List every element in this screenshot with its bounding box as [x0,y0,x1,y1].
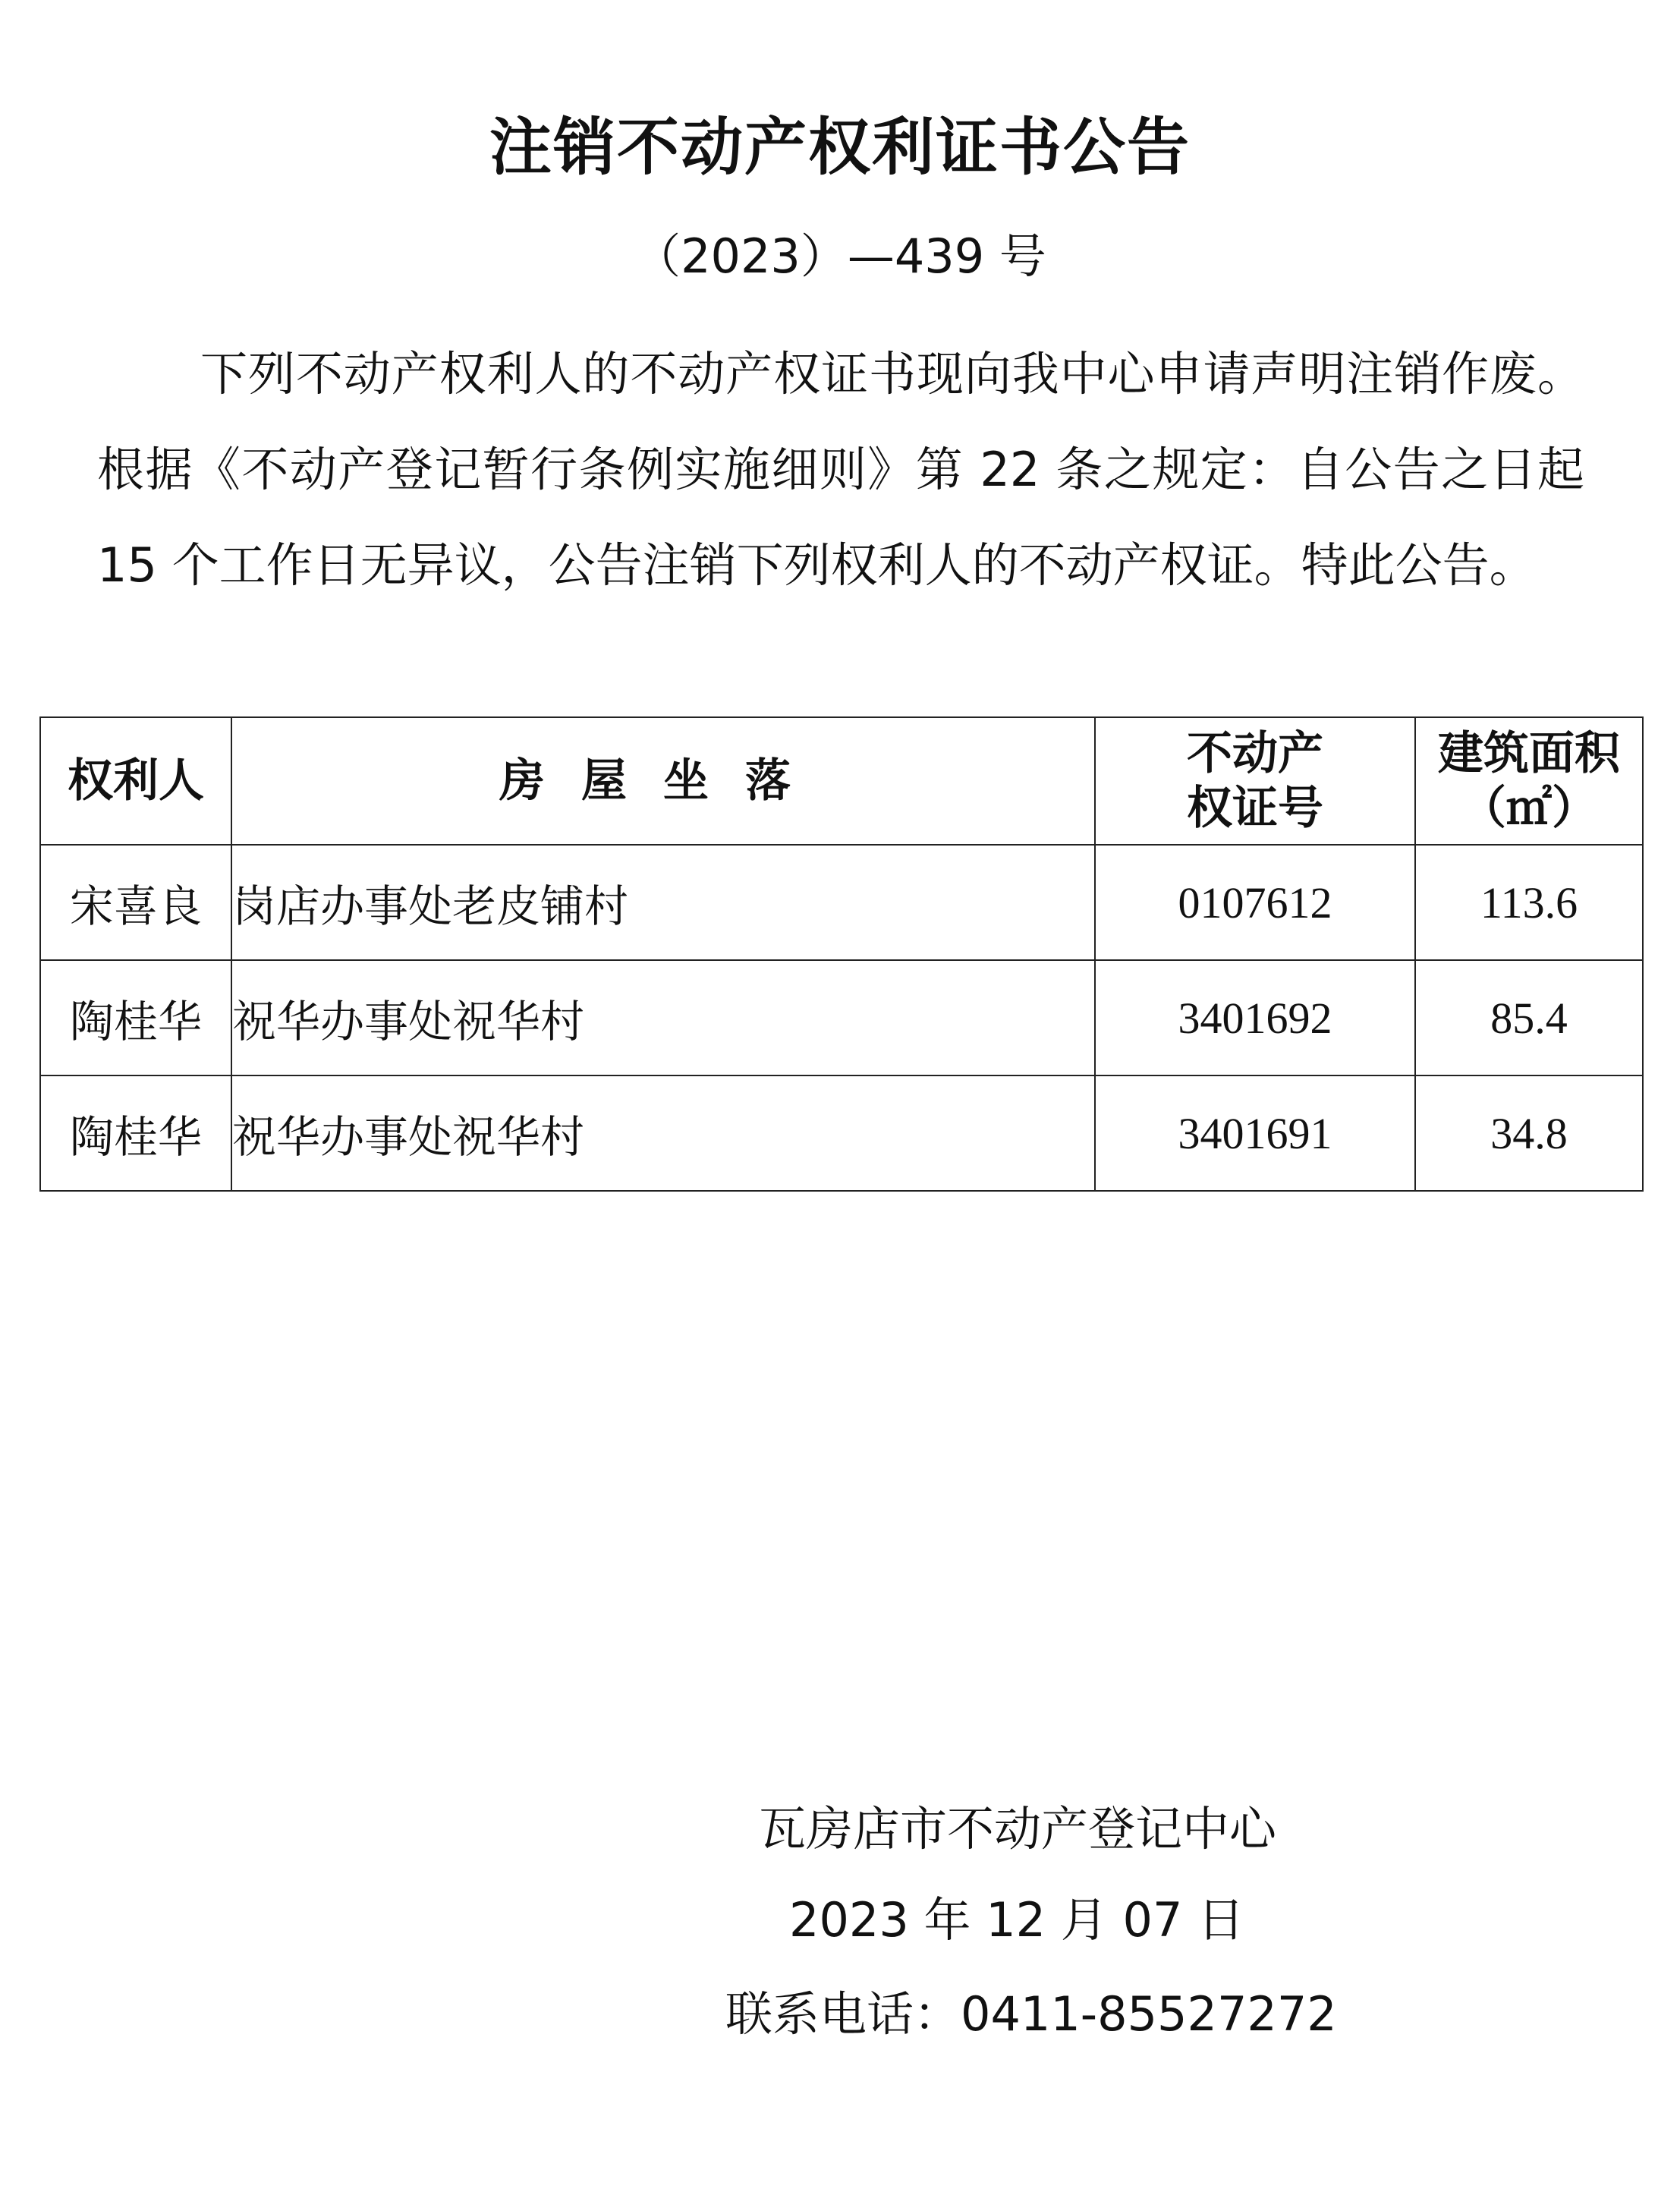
contact-phone: 联系电话：0411-85527272 [725,1986,1337,2042]
row-area: 85.4 [1415,960,1643,1075]
table-header-row [40,717,1643,845]
notice-title: 注销不动产权利证书公告 [489,112,1191,184]
header-owner: 权利人 [40,717,231,845]
table-row [40,845,1643,960]
document-number: （2023）—439 号 [634,228,1046,284]
table-row [40,1075,1643,1191]
header-cert-line2: 权证号 [1187,782,1323,835]
row-area: 34.8 [1415,1075,1643,1191]
row-location: 祝华办事处祝华村 [231,1075,1095,1191]
issuing-organization: 瓦房店市不动产登记中心 [759,1801,1277,1856]
issue-date: 2023 年 12 月 07 日 [789,1892,1245,1948]
header-location [231,717,1095,845]
row-owner: 陶桂华 [40,1075,231,1191]
header-cert-line1: 不动产 [1187,727,1323,780]
table-row [40,960,1643,1075]
row-owner: 陶桂华 [40,960,231,1075]
row-cert-number: 0107612 [1095,845,1415,960]
row-owner: 宋喜良 [40,845,231,960]
row-location: 岗店办事处老皮铺村 [231,845,1095,960]
notice-body: 下列不动产权利人的不动产权证书现向我中心申请声明注销作废。根据《不动产登记暂行条例实施细则》第 22 条之规定：自公告之日起 15 个工作日无异议，公告注销下列权利人的不动产权证。特此公告。 [97,346,1584,593]
header-cert-number [1095,717,1415,845]
row-cert-number: 3401692 [1095,960,1415,1075]
header-area-line1: 建筑面积 [1438,727,1620,780]
row-location: 祝华办事处祝华村 [231,960,1095,1075]
records-table [39,716,1644,1192]
header-area [1415,717,1643,845]
row-area: 113.6 [1415,845,1643,960]
row-cert-number: 3401691 [1095,1075,1415,1191]
header-area-line2: （㎡） [1461,782,1597,835]
header-location-label: 房屋坐落 [499,754,827,808]
